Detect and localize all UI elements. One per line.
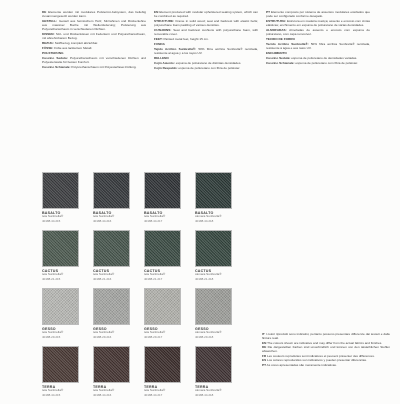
fabric-swatch[interactable]: [42, 230, 79, 281]
paragraph-heading: CUSHIONS:: [154, 28, 172, 32]
paragraph: [262, 332, 390, 340]
paragraph-heading: Tejido Acrílico Sunbrella®:: [154, 47, 197, 51]
paragraph-heading: STRUCTURE:: [154, 19, 175, 23]
swatch-fabric: cámara Sunbrella®: [195, 388, 222, 392]
paragraph-heading: ALMOFADAS:: [266, 28, 287, 32]
paragraph-heading: POLSTERUNG: [42, 51, 64, 55]
fabric-swatch-image: [144, 288, 181, 325]
swatch-fabric: cámara Sunbrella®: [195, 330, 222, 334]
paragraph-text: Gestell aus heimischem Holz; Sitzrahmen und Rückenlehne aus massiver Buche mit Wellenfederung; Polsterung aus Polyurethanschaum in verschiedenen Dichten.: [42, 19, 146, 31]
paragraph-text: espuma de poliuretano con fibra de poliéster.: [177, 66, 241, 70]
swatch-fabric: cámara Sunbrella®: [195, 272, 222, 276]
paragraph: [266, 19, 370, 27]
swatch-code: 40188.21.218: [195, 276, 214, 281]
paragraph-text: Les couleurs reproduites sont indicatives et peuvent présenter des différences.: [266, 353, 375, 358]
paragraph: [154, 66, 258, 70]
paragraph-text: Element produced with modular upholstered seating system, which can be combined as required.: [154, 10, 258, 18]
paragraph-text: Almofadas de assento e encosto com espuma de poliuretano, com capa removível.: [266, 28, 370, 36]
swatch-code: 40188.44.215: [42, 218, 61, 223]
fabric-swatch[interactable]: [195, 346, 232, 397]
paragraph-text: Painted metal feet, height 15 cm.: [162, 37, 209, 41]
paragraph-heading: DE: [262, 345, 267, 349]
fabric-swatch[interactable]: [144, 172, 181, 223]
paragraph-text: I colori riprodotti sono indicativi, pertanto possono presentare differenze dai tessuti e dalle finiture reali.: [262, 332, 390, 340]
paragraph-heading: PT: [266, 10, 270, 14]
text-column-2: [154, 10, 258, 178]
fabric-swatch-image: [42, 230, 79, 267]
paragraph-heading: Tecido Acrílico Sunbrella®:: [266, 42, 309, 46]
paragraph: [266, 56, 370, 60]
swatch-name: GESSO: [42, 327, 56, 331]
paragraph-heading: Cuscino Seduta:: [266, 56, 291, 60]
fabric-swatch[interactable]: [93, 230, 130, 281]
swatch-fabric: tela Sunbrella®: [93, 214, 115, 218]
swatch-fabric: tela Sunbrella®: [42, 388, 64, 392]
fabric-swatch-image: [195, 346, 232, 383]
paragraph-heading: Cuscino Seduta:: [42, 56, 68, 60]
paragraph: [42, 32, 146, 40]
description-columns: [42, 10, 370, 178]
swatch-name: GESSO: [93, 327, 107, 331]
color-disclaimer: [262, 332, 390, 367]
swatch-fabric: tela Sunbrella®: [93, 388, 115, 392]
swatch-name: BASALTO: [195, 211, 214, 215]
paragraph-heading: Cuscino Schienale:: [42, 65, 71, 69]
swatch-name: TERRA: [195, 385, 209, 389]
paragraph: [262, 341, 390, 345]
fabric-swatch-image: [144, 230, 181, 267]
swatch-fabric: tela Sunbrella®: [42, 214, 64, 218]
paragraph: [42, 56, 146, 64]
paragraph-heading: BEZUG:: [42, 41, 54, 45]
fabric-swatch[interactable]: [144, 230, 181, 281]
swatch-name: GESSO: [195, 327, 209, 331]
fabric-swatch-image: [195, 288, 232, 325]
swatch-code: 40188.44.216: [93, 218, 112, 223]
paragraph-heading: EN: [154, 10, 159, 14]
fabric-swatch[interactable]: [93, 346, 130, 397]
paragraph: [262, 358, 390, 362]
paragraph: [262, 345, 390, 353]
swatch-fabric: tela Sunbrella®: [144, 388, 166, 392]
fabric-swatch-image: [144, 346, 181, 383]
paragraph-heading: ENCHIMENTO: [266, 51, 287, 55]
swatch-code: 40188.21.216: [93, 276, 112, 281]
swatch-code: 40188.44.218: [195, 392, 214, 397]
swatch-grid: [42, 172, 252, 404]
swatch-code: 40188.44.215: [42, 392, 61, 397]
paragraph: [154, 42, 258, 46]
paragraph: [154, 56, 258, 60]
paragraph-text: The colours shown are indicative and may differ from the actual fabrics and finishes.: [266, 340, 383, 345]
paragraph: [154, 19, 258, 27]
paragraph-heading: EN: [262, 340, 267, 345]
swatch-name: CACTUS: [93, 269, 110, 273]
paragraph-text: Frame in solid wood; seat and backrest with elastic belts; polyurethane foam padding of various densities.: [154, 19, 258, 27]
swatch-code: 40188.21.217: [144, 276, 163, 281]
swatch-fabric: cámara Sunbrella®: [195, 214, 222, 218]
swatch-fabric: tela Sunbrella®: [93, 330, 115, 334]
fabric-swatch[interactable]: [42, 288, 79, 339]
swatch-code: 40188.29.218: [195, 334, 214, 339]
fabric-swatch-image: [42, 288, 79, 325]
paragraph-text: espuma de poliuretano de densidades variadas.: [290, 56, 358, 60]
swatch-fabric: tela Sunbrella®: [42, 330, 64, 334]
fabric-swatch[interactable]: [195, 230, 232, 281]
paragraph-heading: Cuscino Schienale:: [266, 61, 295, 65]
fabric-swatch[interactable]: [93, 288, 130, 339]
text-column-1: [42, 10, 146, 178]
swatch-code: 40188.21.215: [42, 276, 61, 281]
paragraph: [42, 65, 146, 69]
fabric-swatch[interactable]: [195, 288, 232, 339]
paragraph-text: Estrutura em madeira maciça; assento e encosto com cintas elásticas; enchimento em espuma de poliuretano de várias densidades.: [266, 19, 370, 27]
paragraph-heading: TECIDO DE FORRO: [266, 37, 295, 41]
paragraph-text: Polyurethanschaum mit Polyesterfaser-Füllung.: [70, 65, 137, 69]
paragraph: [266, 37, 370, 41]
fabric-swatch[interactable]: [195, 172, 232, 223]
paragraph: [154, 10, 258, 18]
swatch-code: 40188.29.216: [93, 334, 112, 339]
paragraph: [42, 46, 146, 50]
fabric-swatch-image: [93, 172, 130, 209]
paragraph-heading: Cojín Respaldo:: [154, 66, 178, 70]
swatch-row: [42, 288, 252, 339]
paragraph-heading: IT: [262, 332, 265, 336]
paragraph-heading: FEET:: [154, 37, 163, 41]
swatch-code: 40188.44.218: [195, 218, 214, 223]
paragraph-text: Sitz- und Rückenkissen mit Federkern und Polyurethanschaum, mit abnehmbarem Bezug.: [42, 32, 146, 40]
fabric-swatch[interactable]: [42, 172, 79, 223]
paragraph: [266, 42, 370, 50]
paragraph-heading: KISSEN:: [42, 32, 55, 36]
fabric-swatch-image: [42, 346, 79, 383]
swatch-row: [42, 230, 252, 281]
swatch-fabric: tela Sunbrella®: [144, 214, 166, 218]
fabric-swatch[interactable]: [144, 288, 181, 339]
paragraph-heading: Cojín Asiento:: [154, 61, 175, 65]
paragraph: [154, 47, 258, 55]
swatch-code: 40188.29.215: [42, 334, 61, 339]
swatch-name: GESSO: [144, 327, 158, 331]
paragraph-text: 50% fibra acrílica Sunbrella® reciclada, resistente à água e aos raios UV.: [266, 42, 370, 50]
paragraph: [42, 41, 146, 45]
paragraph-heading: GESTELL:: [42, 19, 58, 23]
swatch-fabric: tela Sunbrella®: [42, 272, 64, 276]
paragraph-text: Seat and backrest cushions with polyurethane foam, with removable cover.: [154, 28, 258, 36]
fabric-swatch-image: [195, 172, 232, 209]
paragraph-heading: DE: [42, 10, 47, 14]
fabric-swatch-image: [195, 230, 232, 267]
paragraph-text: Polyurethanschaum mit verschiedenen Dichten und Polyesterwatte für besten Komfort.: [42, 56, 146, 64]
paragraph: [266, 61, 370, 65]
paragraph-heading: PT: [262, 362, 266, 367]
swatch-name: TERRA: [42, 385, 56, 389]
paragraph: [154, 37, 258, 41]
swatch-code: 40188.44.217: [144, 392, 163, 397]
swatch-row: [42, 172, 252, 223]
swatch-fabric: tela Sunbrella®: [144, 330, 166, 334]
fabric-swatch-image: [93, 230, 130, 267]
paragraph-heading: FÜSSE:: [42, 46, 54, 50]
fabric-swatch-image: [144, 172, 181, 209]
paragraph: [266, 51, 370, 55]
paragraph: [42, 10, 146, 18]
fabric-swatch-image: [93, 346, 130, 383]
paragraph: [154, 28, 258, 36]
paragraph-heading: ESTRUTURA:: [266, 19, 287, 23]
swatch-name: BASALTO: [93, 211, 112, 215]
fabric-swatch-image: [42, 172, 79, 209]
swatch-name: BASALTO: [42, 211, 61, 215]
paragraph: [266, 28, 370, 36]
swatch-fabric: tela Sunbrella®: [93, 272, 115, 276]
swatch-code: 40188.44.216: [93, 392, 112, 397]
fabric-swatch[interactable]: [144, 346, 181, 397]
paragraph-heading: ES: [262, 358, 267, 362]
swatch-row: [42, 346, 252, 397]
paragraph-heading: FR: [262, 353, 267, 358]
paragraph: [266, 10, 370, 18]
fabric-swatch[interactable]: [42, 346, 79, 397]
swatch-name: TERRA: [144, 385, 158, 389]
swatch-name: BASALTO: [144, 211, 163, 215]
paragraph-heading: FUNDA: [154, 42, 165, 46]
text-column-3: [266, 10, 370, 178]
paragraph-text: 50% fibra acrílica Sunbrella® reciclada, resistente al agua y a los rayos UV.: [154, 47, 258, 55]
fabric-swatch-image: [93, 288, 130, 325]
swatch-name: CACTUS: [195, 269, 212, 273]
swatch-fabric: tela Sunbrella®: [144, 272, 166, 276]
paragraph-text: Stoffbezug, komplett abziehbar.: [53, 41, 99, 45]
paragraph: [262, 354, 390, 358]
swatch-name: TERRA: [93, 385, 107, 389]
paragraph-text: Die dargestellten Farben sind unverbindlich und können von den tatsächlichen Stoffen abweichen.: [262, 345, 390, 353]
paragraph-text: As cores apresentadas são meramente indicativas.: [265, 362, 337, 367]
fabric-swatch[interactable]: [93, 172, 130, 223]
swatch-code: 40188.29.217: [144, 334, 163, 339]
swatch-code: 40188.44.217: [144, 218, 163, 223]
paragraph-text: Los colores reproducidos son indicativos y pueden presentar diferencias.: [266, 358, 367, 362]
swatch-name: CACTUS: [42, 269, 59, 273]
paragraph-text: espuma de poliuretano de distintas densidades.: [174, 61, 242, 65]
paragraph: [154, 61, 258, 65]
paragraph: [42, 51, 146, 55]
paragraph-heading: RELLENO: [154, 56, 169, 60]
paragraph-text: Elemente werden mit modulares Polstermö-belsystem, das beliebig zusammengesetzt werden kann.: [42, 10, 146, 18]
paragraph: [262, 363, 390, 367]
paragraph-text: espuma de poliuretano com fibra de poliéster.: [294, 61, 359, 65]
paragraph-text: Elemento composto por sistema de assentos modulares estofados que pode ser configurado conforme desejado.: [266, 10, 370, 18]
swatch-name: CACTUS: [144, 269, 161, 273]
paragraph-text: Füße aus lackiertem Metall.: [53, 46, 93, 50]
paragraph: [42, 19, 146, 31]
